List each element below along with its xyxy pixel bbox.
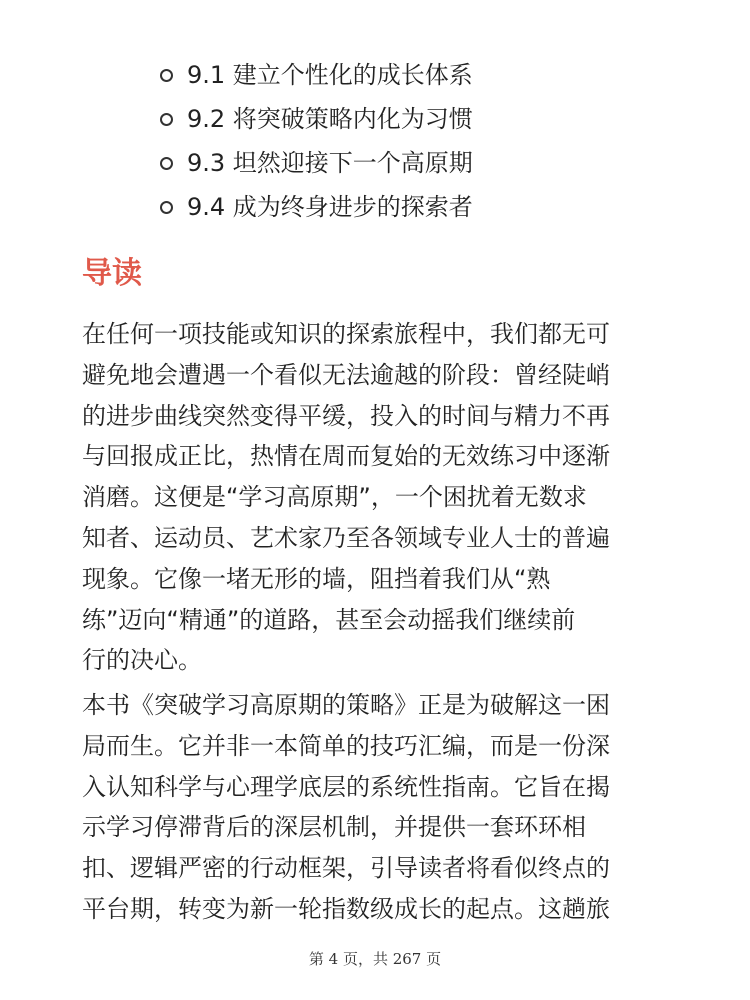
paragraph-line: 练”迈向“精通”的道路，甚至会动摇我们继续前 [82,605,576,634]
paragraph-line: 在任何一项技能或知识的探索旅程中，我们都无可 [82,320,610,348]
toc-item[interactable] [160,185,473,229]
circle-bullet-icon [160,69,173,82]
paragraph-line: 行的决心。 [82,646,202,675]
toc-item[interactable] [160,97,473,141]
body-paragraph [82,314,610,681]
toc-item-label: 9.2 将突破策略内化为习惯 [187,105,473,133]
circle-bullet-icon [160,201,173,214]
paragraph-line: 避免地会遭遇一个看似无法逾越的阶段：曾经陡峭 [82,360,610,389]
paragraph-line: 局而生。它并非一本简单的技巧汇编，而是一份深 [82,731,610,760]
paragraph-line: 与回报成正比，热情在周而复始的无效练习中逐渐 [82,442,610,471]
circle-bullet-icon [160,157,173,170]
toc-item[interactable] [160,53,473,97]
paragraph-line: 扣、逻辑严密的行动框架，引导读者将看似终点的 [82,854,610,883]
paragraph-line: 本书《突破学习高原期的策略》正是为破解这一困 [82,691,610,719]
paragraph-line: 知者、运动员、艺术家乃至各领域专业人士的普遍 [82,523,610,552]
paragraph-line: 现象。它像一堵无形的墙，阻挡着我们从“熟 [82,564,551,593]
paragraph-line: 入认知科学与心理学底层的系统性指南。它旨在揭 [82,772,610,801]
paragraph-line: 示学习停滞背后的深层机制，并提供一套环环相 [82,813,586,842]
circle-bullet-icon [160,113,173,126]
body-paragraph [82,685,610,930]
toc-item-label: 9.1 建立个性化的成长体系 [187,61,473,89]
toc-item-label: 9.4 成为终身进步的探索者 [187,193,473,221]
page-number-footer: 第 4 页，共 267 页 [308,950,442,968]
paragraph-line: 的进步曲线突然变得平缓，投入的时间与精力不再 [82,401,610,430]
toc-item-label: 9.3 坦然迎接下一个高原期 [187,149,473,177]
paragraph-line: 消磨。这便是“学习高原期”，一个困扰着无数求 [82,483,587,512]
section-heading: 导读 [82,256,142,291]
toc-item[interactable] [160,141,473,185]
paragraph-line: 平台期，转变为新一轮指数级成长的起点。这趟旅 [82,894,610,923]
table-of-contents-list [160,53,473,229]
